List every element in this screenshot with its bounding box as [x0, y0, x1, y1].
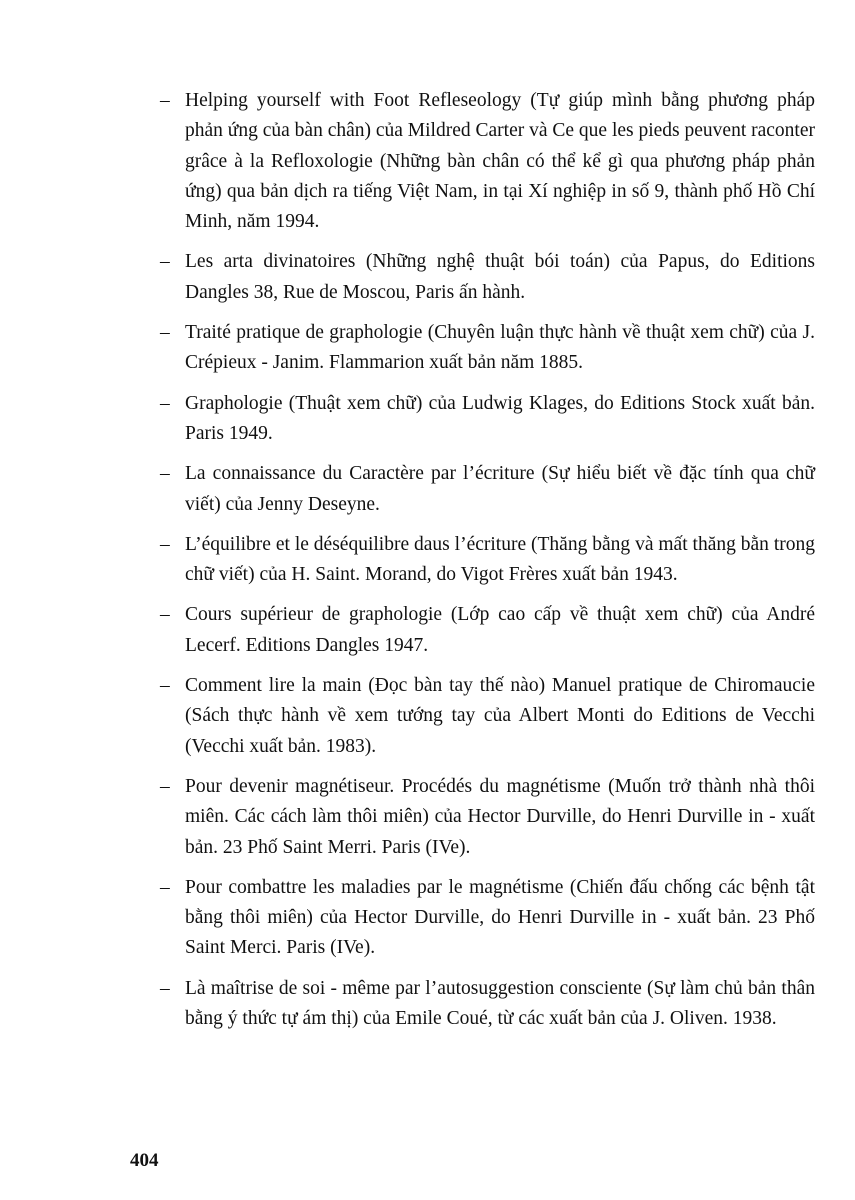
- dash-bullet: –: [160, 876, 170, 898]
- bibliography-entry: [160, 600, 815, 661]
- bibliography-entry: [160, 873, 815, 964]
- entry-text: Comment lire la main (Đọc bàn tay thế nào) Manuel pratique de Chiromaucie (Sách thực hành về xem tướng tay của Albert Monti do Editions de Vecchi (Vecchi xuất bản. 1983).: [185, 675, 815, 757]
- dash-bullet: –: [160, 251, 170, 273]
- entry-text: Pour devenir magnétiseur. Procédés du magnétisme (Muốn trở thành nhà thôi miên. Các cách làm thôi miên) của Hector Durville, do Henri Durville in - xuất bản. 23 Phố Saint Merri. Paris (IVe).: [185, 775, 815, 858]
- entry-text: L’équilibre et le déséquilibre daus l’écriture (Thăng bằng và mất thăng bằn trong chữ viết) của H. Saint. Morand, do Vigot Frères xuất bản 1943.: [185, 533, 815, 586]
- bibliography-entry: [160, 318, 815, 379]
- page-number: 404: [130, 1150, 159, 1171]
- bibliography-entry: [160, 459, 815, 520]
- dash-bullet: –: [160, 392, 170, 414]
- entry-text: La connaissance du Caractère par l’écriture (Sự hiểu biết về đặc tính qua chữ viết) của Jenny Deseyne.: [185, 463, 815, 515]
- bibliography-entry: [160, 389, 815, 450]
- bibliography-entry: [160, 530, 815, 591]
- entry-text: Pour combattre les maladies par le magnétisme (Chiến đấu chống các bệnh tật bằng thôi miên) của Hector Durville, do Henri Durville in - xuất bản. 23 Phố Saint Merci. Paris (IVe).: [185, 876, 815, 959]
- entry-text: Traité pratique de graphologie (Chuyên luận thực hành về thuật xem chữ) của J. Crépieux - Janim. Flammarion xuất bản năm 1885.: [185, 322, 815, 374]
- bibliography-entry: [160, 772, 815, 863]
- dash-bullet: –: [160, 775, 170, 797]
- bibliography-entry: [160, 974, 815, 1035]
- entry-text: Là maîtrise de soi - même par l’autosuggestion consciente (Sự làm chủ bản thân bằng ý thức tự ám thị) của Emile Coué, từ các xuất bản của J. Oliven. 1938.: [185, 977, 815, 1030]
- dash-bullet: –: [160, 90, 170, 111]
- entry-text: Cours supérieur de graphologie (Lớp cao cấp về thuật xem chữ) của André Lecerf. Editions Dangles 1947.: [185, 604, 815, 656]
- bibliography-entry: [160, 671, 815, 762]
- bibliography-list: [160, 86, 815, 1044]
- bibliography-entry: [160, 86, 815, 237]
- dash-bullet: –: [160, 322, 170, 344]
- dash-bullet: –: [160, 604, 170, 626]
- dash-bullet: –: [160, 977, 170, 999]
- entry-text: Graphologie (Thuật xem chữ) của Ludwig Klages, do Editions Stock xuất bản. Paris 1949.: [185, 392, 815, 444]
- entry-text: Les arta divinatoires (Những nghệ thuật bói toán) của Papus, do Editions Dangles 38, Rue de Moscou, Paris ấn hành.: [185, 251, 815, 303]
- bibliography-entry: [160, 247, 815, 308]
- dash-bullet: –: [160, 463, 170, 485]
- dash-bullet: –: [160, 675, 170, 697]
- entry-text: Helping yourself with Foot Refleseology (Tự giúp mình bằng phương pháp phản ứng của bàn chân) của Mildred Carter và Ce que les pieds peuvent raconter grâce à la Refloxologie (Những bàn chân có thể kể gì qua phương pháp phản ứng) qua bản dịch ra tiếng Việt Nam, in tại Xí nghiệp in số 9, thành phố Hồ Chí Minh, năm 1994.: [185, 90, 815, 233]
- dash-bullet: –: [160, 533, 170, 555]
